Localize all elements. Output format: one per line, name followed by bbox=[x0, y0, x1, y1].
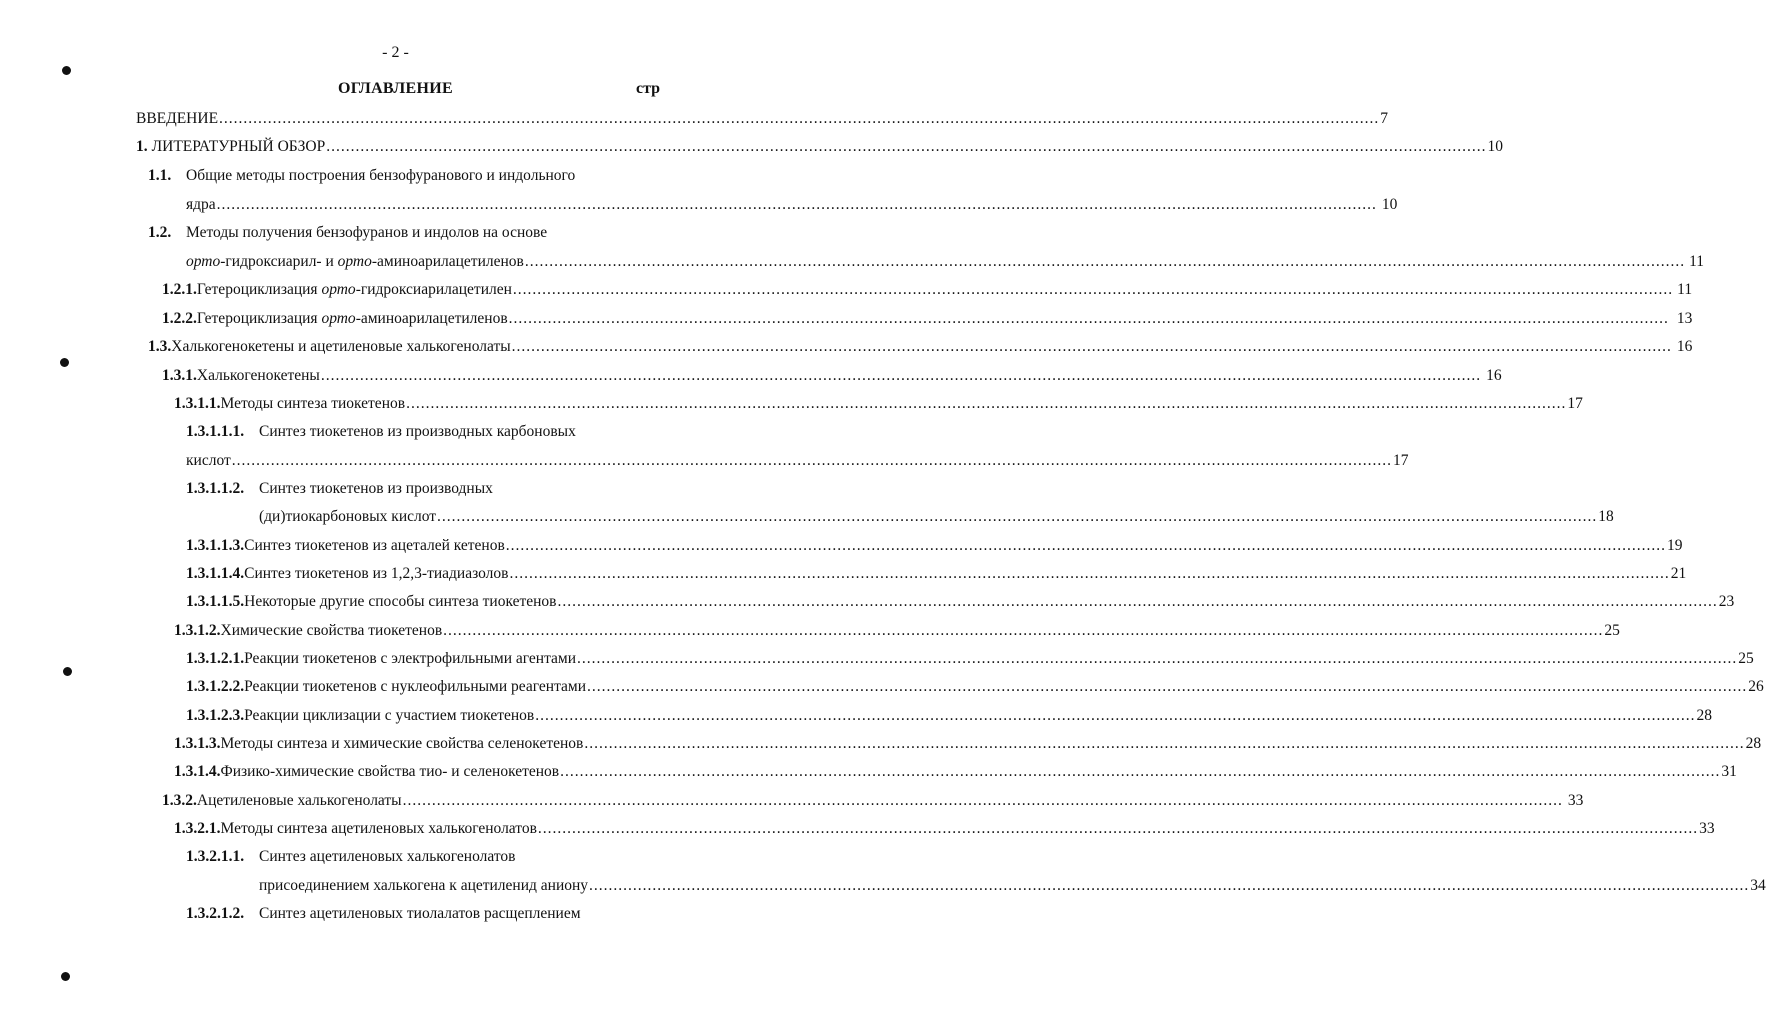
toc-entry-1-3-2-1-1 bbox=[186, 848, 516, 868]
entry-text: Методы синтеза тиокетенов bbox=[220, 395, 406, 412]
text-part: -гидроксиарилацетилен bbox=[355, 281, 512, 298]
text-part: Гетероциклизация bbox=[196, 310, 322, 327]
entry-number: 1.3.1.1.5. bbox=[186, 593, 245, 610]
toc-title: ОГЛАВЛЕНИЕ bbox=[338, 80, 453, 97]
entry-page: 31 bbox=[1721, 763, 1737, 780]
dot-leader: .............................................................................................................................................................................................................................................. bbox=[216, 196, 1377, 213]
entry-page: 23 bbox=[1718, 593, 1735, 610]
toc-entry-1-1-cont bbox=[186, 196, 1398, 216]
entry-number: 1.3.2.1. bbox=[174, 820, 221, 837]
entry-text: Методы синтеза ацетиленовых халькогенолатов bbox=[220, 820, 537, 837]
dot-leader: .............................................................................................................................................................................................................................................. bbox=[406, 395, 1567, 412]
entry-text bbox=[197, 281, 512, 299]
entry-text: присоединением халькогена к ацетиленид аниону bbox=[259, 877, 589, 894]
entry-number: 1.3.1.1.4. bbox=[186, 565, 245, 582]
entry-text: Халькогенокетены bbox=[196, 367, 320, 384]
entry-text: Реакции тиокетенов с нуклеофильными реагентами bbox=[244, 678, 587, 695]
entry-number: 1.1. bbox=[148, 167, 172, 184]
entry-number: 1.3.1.3. bbox=[174, 735, 221, 752]
entry-text: Химические свойства тиокетенов bbox=[220, 622, 443, 639]
entry-page: 11 bbox=[1677, 281, 1693, 298]
dot-leader: .............................................................................................................................................................................................................................................. bbox=[524, 253, 1686, 270]
toc-entry-1-3-1-1-3 bbox=[186, 537, 1683, 557]
entry-number: 1.3.1.1.2. bbox=[186, 480, 245, 497]
entry-number: 1.2.1. bbox=[162, 281, 197, 298]
toc-entry-1-3-2 bbox=[162, 792, 1584, 812]
dot-leader: .............................................................................................................................................................................................................................................. bbox=[535, 707, 1696, 724]
entry-number: 1.3.1.2.3. bbox=[186, 707, 245, 724]
entry-number: 1.3.1.4. bbox=[174, 763, 221, 780]
dot-leader: .............................................................................................................................................................................................................................................. bbox=[402, 792, 1563, 809]
dot-leader: .............................................................................................................................................................................................................................................. bbox=[584, 735, 1745, 752]
toc-entry-1-3-1-1-4 bbox=[186, 565, 1687, 585]
toc-entry-1-2 bbox=[148, 224, 547, 244]
entry-number: 1.3.1.2.2. bbox=[186, 678, 245, 695]
toc-entry-1-1 bbox=[148, 167, 575, 187]
toc-entry-1-3 bbox=[148, 338, 1693, 358]
entry-page: 33 bbox=[1699, 820, 1715, 837]
entry-page: 19 bbox=[1667, 537, 1683, 554]
toc-entry-1-3-2-1 bbox=[174, 820, 1715, 840]
entry-text: Ацетиленовые халькогенолаты bbox=[196, 792, 402, 809]
entry-number: 1. bbox=[136, 138, 148, 155]
entry-text: Халькогенокетены и ацетиленовые халькогенолаты bbox=[171, 338, 511, 355]
entry-text: Синтез ацетиленовых тиолалатов расщеплением bbox=[259, 905, 581, 922]
italic-prefix: орто bbox=[321, 310, 356, 327]
entry-text: Некоторые другие способы синтеза тиокетенов bbox=[244, 593, 557, 610]
entry-number: 1.2.2. bbox=[162, 310, 197, 327]
entry-number: 1.3.2. bbox=[162, 792, 197, 809]
entry-page: 10 bbox=[1487, 138, 1504, 155]
entry-number: 1.3.1.1. bbox=[174, 395, 221, 412]
toc-entry-1-3-1-3 bbox=[174, 735, 1762, 755]
toc-entry-1-3-1-1 bbox=[174, 395, 1583, 415]
entry-page: 7 bbox=[1380, 110, 1389, 127]
page-number: - 2 - bbox=[382, 44, 409, 61]
toc-entry-1-3-1 bbox=[162, 367, 1502, 387]
dot-leader: .............................................................................................................................................................................................................................................. bbox=[231, 452, 1393, 469]
toc-entry-1-2-cont bbox=[186, 253, 1705, 273]
entry-text: ядра bbox=[186, 196, 216, 213]
italic-prefix: орто bbox=[337, 253, 372, 270]
italic-prefix: орто bbox=[321, 281, 356, 298]
dot-leader: .............................................................................................................................................................................................................................................. bbox=[537, 820, 1699, 837]
entry-text: Методы получения бензофуранов и индолов на основе bbox=[186, 224, 548, 241]
entry-text: Синтез тиокетенов из ацеталей кетенов bbox=[244, 537, 505, 554]
entry-text: Синтез ацетиленовых халькогенолатов bbox=[259, 848, 516, 865]
entry-page: 10 bbox=[1381, 196, 1398, 213]
dot-leader: .............................................................................................................................................................................................................................................. bbox=[577, 650, 1738, 667]
toc-entry-1-3-1-1-1-cont bbox=[186, 452, 1409, 472]
entry-number: 1.3.2.1.2. bbox=[186, 905, 245, 922]
entry-number: 1.3.1. bbox=[162, 367, 197, 384]
toc-entry-1-3-2-1-1-cont bbox=[259, 877, 1766, 897]
toc-entry-1-3-1-2-3 bbox=[186, 707, 1712, 727]
dot-leader: .............................................................................................................................................................................................................................................. bbox=[219, 110, 1380, 127]
entry-page: 11 bbox=[1689, 253, 1705, 270]
toc-entry-1-3-1-1-1 bbox=[186, 423, 576, 443]
text-part: -аминоарилацетиленов bbox=[371, 253, 524, 270]
toc-entry-1-3-1-4 bbox=[174, 763, 1737, 783]
entry-text bbox=[186, 253, 524, 271]
toc-entry-1-3-1-1-5 bbox=[186, 593, 1735, 613]
dot-leader: .............................................................................................................................................................................................................................................. bbox=[320, 367, 1482, 384]
entry-page: 16 bbox=[1486, 367, 1502, 384]
toc-entry-1-3-1-2 bbox=[174, 622, 1620, 642]
toc-entry-1-2-2 bbox=[162, 310, 1693, 330]
dot-leader: .............................................................................................................................................................................................................................................. bbox=[443, 622, 1604, 639]
dot-leader: .............................................................................................................................................................................................................................................. bbox=[512, 281, 1674, 298]
text-part: -аминоарилацетиленов bbox=[355, 310, 508, 327]
dot-leader: .............................................................................................................................................................................................................................................. bbox=[560, 763, 1721, 780]
entry-page: 13 bbox=[1676, 310, 1693, 327]
binding-hole-mark bbox=[62, 66, 71, 75]
entry-page: 16 bbox=[1676, 338, 1693, 355]
entry-text: ЛИТЕРАТУРНЫЙ ОБЗОР bbox=[151, 138, 326, 155]
entry-number: 1.3.1.1.1. bbox=[186, 423, 245, 440]
entry-page: 26 bbox=[1748, 678, 1764, 695]
entry-page: 18 bbox=[1598, 508, 1614, 525]
dot-leader: .............................................................................................................................................................................................................................................. bbox=[437, 508, 1598, 525]
entry-text: Физико-химические свойства тио- и селенокетенов bbox=[220, 763, 560, 780]
entry-number: 1.2. bbox=[148, 224, 172, 241]
entry-text: Реакции тиокетенов с электрофильными агентами bbox=[244, 650, 577, 667]
entry-number: 1.3.1.2.1. bbox=[186, 650, 245, 667]
toc-entry-1-3-1-2-1 bbox=[186, 650, 1754, 670]
entry-page: 33 bbox=[1567, 792, 1584, 809]
dot-leader: .............................................................................................................................................................................................................................................. bbox=[587, 678, 1748, 695]
dot-leader: .............................................................................................................................................................................................................................................. bbox=[508, 310, 1669, 327]
dot-leader: .............................................................................................................................................................................................................................................. bbox=[511, 338, 1672, 355]
binding-hole-mark bbox=[60, 358, 69, 367]
text-part: Гетероциклизация bbox=[196, 281, 322, 298]
entry-page: 28 bbox=[1745, 735, 1762, 752]
entry-number: 1.3.1.1.3. bbox=[186, 537, 245, 554]
toc-entry-1-3-1-2-2 bbox=[186, 678, 1764, 698]
entry-text: Синтез тиокетенов из 1,2,3-тиадиазолов bbox=[244, 565, 509, 582]
toc-entry-introduction bbox=[136, 110, 1389, 130]
binding-hole-mark bbox=[63, 667, 72, 676]
dot-leader: .............................................................................................................................................................................................................................................. bbox=[589, 877, 1750, 894]
entry-page: 25 bbox=[1738, 650, 1754, 667]
entry-page: 17 bbox=[1393, 452, 1409, 469]
entry-text: (ди)тиокарбоновых кислот bbox=[259, 508, 437, 525]
entry-page: 21 bbox=[1670, 565, 1687, 582]
text-part: -гидроксиарил- и bbox=[220, 253, 338, 270]
entry-page: 34 bbox=[1750, 877, 1766, 894]
entry-page: 25 bbox=[1604, 622, 1620, 639]
entry-text bbox=[197, 310, 508, 328]
entry-text: Синтез тиокетенов из производных карбоновых bbox=[259, 423, 576, 440]
entry-text: Реакции циклизации с участием тиокетенов bbox=[244, 707, 535, 724]
toc-entry-1-2-1 bbox=[162, 281, 1693, 301]
entry-text: Синтез тиокетенов из производных bbox=[259, 480, 493, 497]
binding-hole-mark bbox=[61, 972, 70, 981]
toc-entry-1-3-2-1-2 bbox=[186, 905, 581, 925]
dot-leader: .............................................................................................................................................................................................................................................. bbox=[505, 537, 1667, 554]
toc-entry-1 bbox=[136, 138, 1504, 158]
dot-leader: .............................................................................................................................................................................................................................................. bbox=[509, 565, 1670, 582]
entry-text: Общие методы построения бензофуранового и индольного bbox=[186, 167, 576, 184]
page-column-label: стр bbox=[636, 80, 661, 97]
entry-page: 17 bbox=[1567, 395, 1583, 412]
toc-entry-1-3-1-1-2-cont bbox=[259, 508, 1614, 528]
dot-leader: .............................................................................................................................................................................................................................................. bbox=[326, 138, 1487, 155]
dot-leader: .............................................................................................................................................................................................................................................. bbox=[557, 593, 1718, 610]
entry-text: ВВЕДЕНИЕ bbox=[136, 110, 219, 127]
toc-entry-1-3-1-1-2 bbox=[186, 480, 493, 500]
entry-text: кислот bbox=[186, 452, 231, 469]
entry-page: 28 bbox=[1696, 707, 1712, 724]
entry-number: 1.3.2.1.1. bbox=[186, 848, 245, 865]
entry-number: 1.3.1.2. bbox=[174, 622, 221, 639]
italic-prefix: орто bbox=[186, 253, 221, 270]
entry-text: Методы синтеза и химические свойства селенокетенов bbox=[220, 735, 584, 752]
entry-number: 1.3. bbox=[148, 338, 172, 355]
